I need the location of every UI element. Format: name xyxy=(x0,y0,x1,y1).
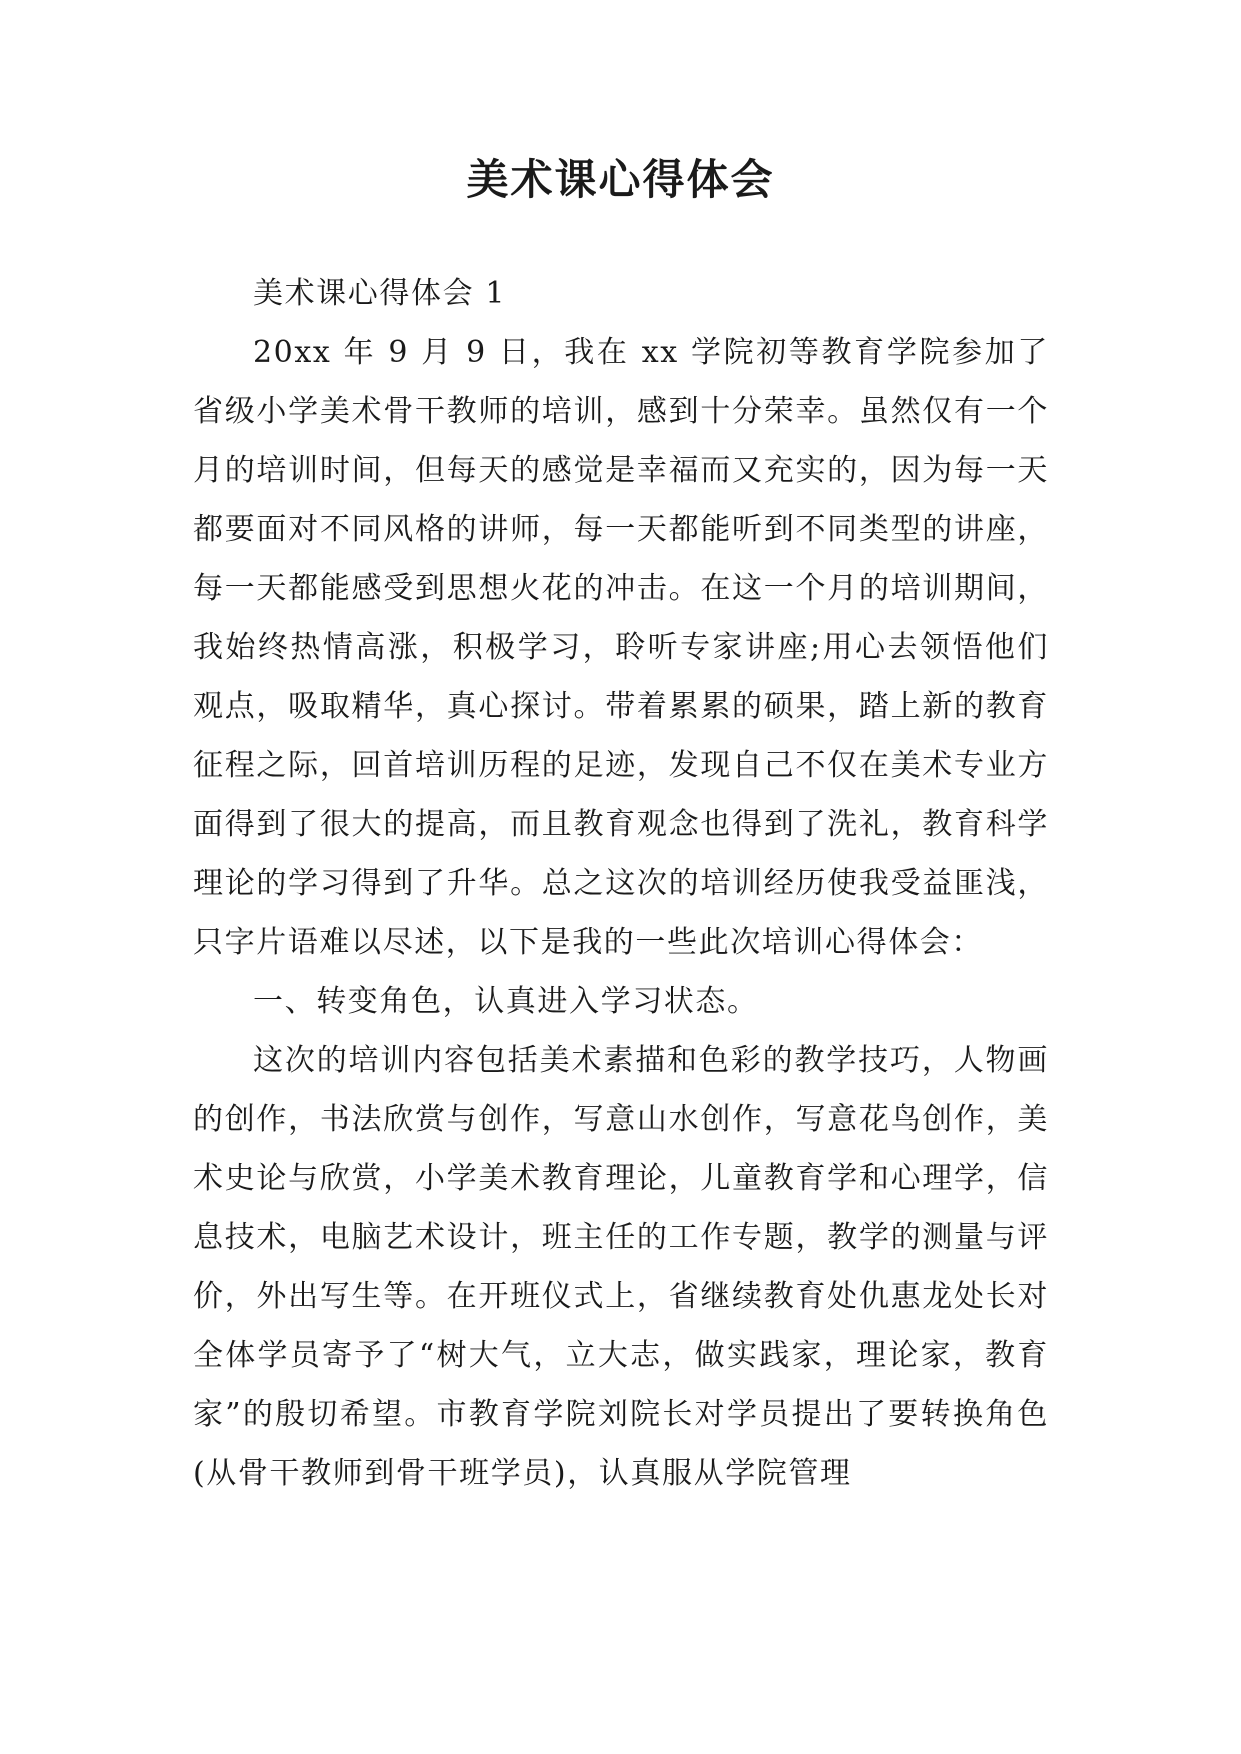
document-body xyxy=(193,264,1049,1503)
section-heading: 美术课心得体会 1 xyxy=(253,276,507,311)
paragraph: 这次的培训内容包括美术素描和色彩的教学技巧，人物画的创作，书法欣赏与创作，写意山水创作，写意花鸟创作，美术史论与欣赏，小学美术教育理论，儿童教育学和心理学，信息技术，电脑艺术设计，班主任的工作专题，教学的测量与评价，外出写生等。在开班仪式上，省继续教育处仇惠龙处长对全体学员寄予了“树大气，立大志，做实践家，理论家，教育家”的殷切希望。市教育学院刘院长对学员提出了要转换角色(从骨干教师到骨干班学员)，认真服从学院管理 xyxy=(193,1043,1049,1491)
paragraph: 20xx 年 9 月 9 日，我在 xx 学院初等教育学院参加了省级小学美术骨干教师的培训，感到十分荣幸。虽然仅有一个月的培训时间，但每天的感觉是幸福而又充实的，因为每一天都要面对不同风格的讲师，每一天都能听到不同类型的讲座，每一天都能感受到思想火花的冲击。在这一个月的培训期间，我始终热情高涨，积极学习，聆听专家讲座;用心去领悟他们观点，吸取精华，真心探讨。带着累累的硕果，踏上新的教育征程之际，回首培训历程的足迹，发现自己不仅在美术专业方面得到了很大的提高，而且教育观念也得到了洗礼，教育科学理论的学习得到了升华。总之这次的培训经历使我受益匪浅，只字片语难以尽述，以下是我的一些此次培训心得体会： xyxy=(193,335,1049,960)
document-title: 美术课心得体会 xyxy=(466,155,775,204)
subsection-heading: 一、转变角色，认真进入学习状态。 xyxy=(253,984,759,1019)
